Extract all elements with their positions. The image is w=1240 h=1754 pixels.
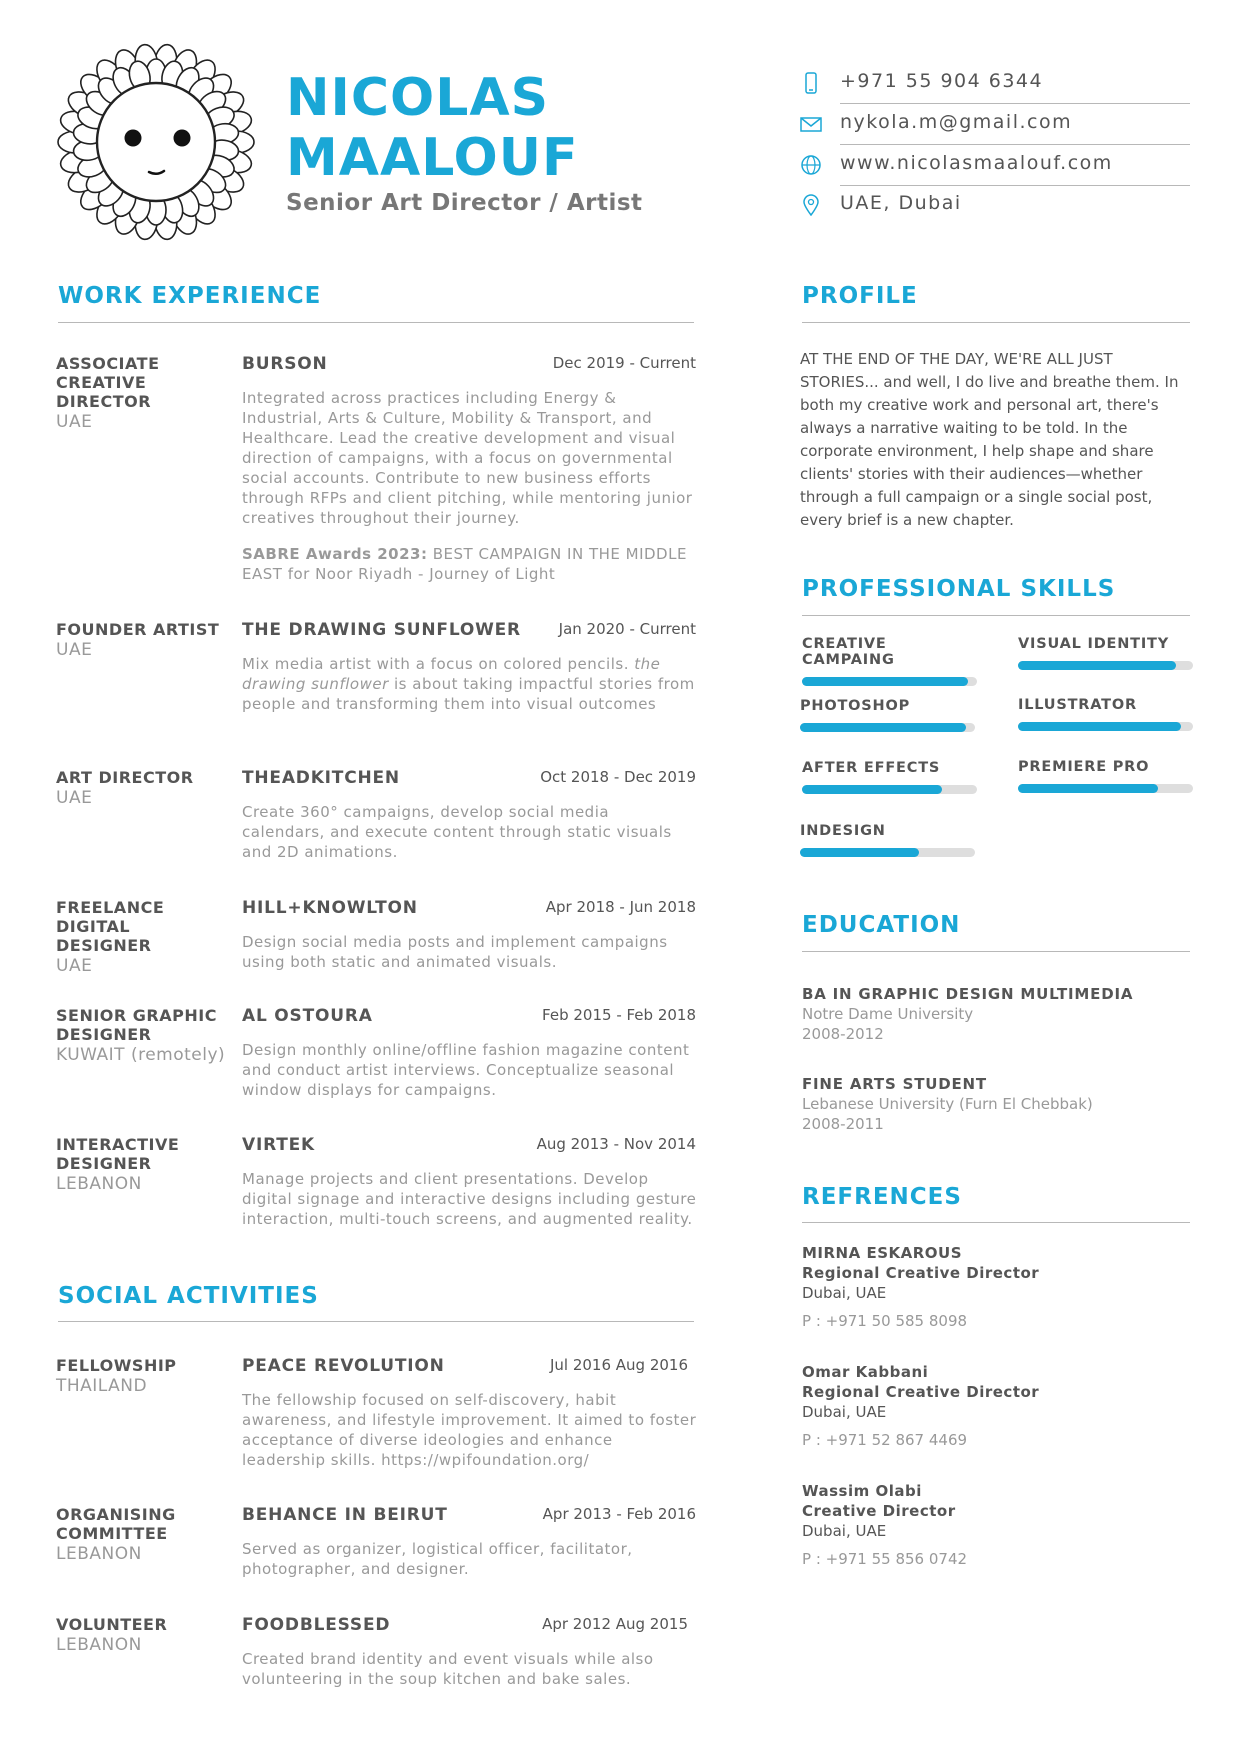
experience-location: UAE [56,956,93,976]
experience-role: ART DIRECTOR UAE [56,768,226,808]
reference-phone: P : +971 52 867 4469 [802,1431,968,1449]
activity-item [56,1615,696,1705]
experience-role: SENIOR GRAPHIC DESIGNER KUWAIT (remotely) [56,1006,226,1065]
divider [58,322,694,323]
skill-bar-fill [1018,784,1158,793]
divider [840,144,1190,145]
experience-date: Dec 2019 - Current [552,354,696,372]
reference-name: Wassim Olabi [802,1482,922,1500]
activity-item [56,1505,696,1595]
experience-company: VIRTEK [242,1135,315,1155]
experience-role: ASSOCIATE CREATIVE DIRECTOR UAE [56,354,226,432]
activity-location: LEBANON [56,1635,142,1655]
skill-item [802,760,977,794]
experience-item [56,1135,696,1245]
skill-bar [802,677,977,686]
activity-role: FELLOWSHIP THAILAND [56,1356,226,1396]
experience-location: UAE [56,412,93,432]
experience-description: Manage projects and client presentations. Develop digital signage and interactive designs including gesture interaction, multi-touch screens, and augmented reality. [242,1170,697,1228]
professional-skills-title: PROFESSIONAL SKILLS [802,576,1116,602]
phone-text: +971 55 904 6344 [840,70,1044,92]
experience-date: Feb 2015 - Feb 2018 [542,1006,696,1024]
experience-date: Aug 2013 - Nov 2014 [536,1135,696,1153]
experience-item [56,354,696,594]
skill-bar [800,723,975,732]
skill-bar-fill [800,723,966,732]
skill-item [1018,697,1193,731]
reference-item [802,1243,1192,1331]
reference-location: Dubai, UAE [802,1522,887,1540]
job-title: Senior Art Director / Artist [286,190,643,216]
experience-item [56,898,696,988]
experience-role: INTERACTIVE DESIGNER LEBANON [56,1135,226,1194]
experience-item [56,1006,696,1116]
skill-name: PHOTOSHOP [800,698,911,714]
skill-item [800,698,975,732]
reference-location: Dubai, UAE [802,1284,887,1302]
skill-bar [1018,784,1193,793]
reference-phone: P : +971 50 585 8098 [802,1312,968,1330]
experience-item [56,620,696,740]
experience-description: Mix media artist with a focus on colored pencils. the drawing sunflower is about taking impactful stories from people and transforming them into visual outcomes [242,655,695,713]
experience-location: UAE [56,640,93,660]
activity-location: THAILAND [56,1376,148,1396]
reference-name: Omar Kabbani [802,1363,929,1381]
skill-bar [800,848,975,857]
skill-bar-fill [802,785,942,794]
contact-phone [800,64,1190,104]
skill-name: ILLUSTRATOR [1018,697,1137,713]
skill-bar-fill [1018,661,1176,670]
experience-date: Apr 2018 - Jun 2018 [545,898,696,916]
reference-title: Creative Director [802,1502,956,1520]
education-school: Lebanese University (Furn El Chebbak) [802,1095,1093,1113]
skill-name: PREMIERE PRO [1018,759,1150,775]
experience-description: Create 360° campaigns, develop social media calendars, and execute content through static visuals and 2D animations. [242,803,672,861]
reference-phone: P : +971 55 856 0742 [802,1550,968,1568]
activity-date: Apr 2013 - Feb 2016 [542,1505,696,1523]
education-school: Notre Dame University [802,1005,974,1023]
divider [802,615,1190,616]
education-item [802,1074,1192,1134]
activity-organization: BEHANCE IN BEIRUT [242,1505,448,1525]
skill-item [800,823,975,857]
reference-title: Regional Creative Director [802,1383,1040,1401]
experience-description: Integrated across practices including Energy & Industrial, Arts & Culture, Mobility & Transport, and Healthcare. Lead the creative development and visual direction of campaigns, with a focus on governmental social accounts. Contribute to new business efforts through RFPs and client pitching, while mentoring junior creatives throughout their journey. [242,389,693,527]
divider [840,103,1190,104]
education-title: EDUCATION [802,912,961,938]
experience-location: UAE [56,788,93,808]
reference-item [802,1481,1192,1569]
activity-date: Apr 2012 Aug 2015 [542,1615,688,1633]
reference-item [802,1362,1192,1450]
location-text: UAE, Dubai [840,192,962,214]
skill-bar [802,785,977,794]
candidate-name [286,68,578,188]
activity-location: LEBANON [56,1544,142,1564]
experience-company: AL OSTOURA [242,1006,373,1026]
activity-organization: PEACE REVOLUTION [242,1356,445,1376]
sunflower-face-icon [56,42,256,242]
education-degree: BA IN GRAPHIC DESIGN MULTIMEDIA [802,985,1134,1003]
experience-company: THEADKITCHEN [242,768,400,788]
skill-bar-fill [1018,722,1181,731]
skill-name: VISUAL IDENTITY [1018,636,1170,652]
contact-email[interactable] [800,105,1190,145]
activity-organization: FOODBLESSED [242,1615,391,1635]
skill-item [802,636,977,686]
experience-date: Oct 2018 - Dec 2019 [540,768,696,786]
profile-text: AT THE END OF THE DAY, WE'RE ALL JUST STORIES... and well, I do live and breathe them. In both my creative work and personal art, there's always a narrative waiting to be told. In the corporate environment, I help shape and share clients' stories with their audiences—whether through a full campaign or a single social post, every brief is a new chapter. [800,350,1179,529]
experience-award: SABRE Awards 2023: BEST CAMPAIGN IN THE MIDDLE EAST for Noor Riyadh - Journey of Light [242,545,687,583]
skill-bar-fill [800,848,919,857]
reference-title: Regional Creative Director [802,1264,1040,1282]
experience-company: THE DRAWING SUNFLOWER [242,620,521,640]
activity-description: Created brand identity and event visuals while also volunteering in the soup kitchen and bake sales. [242,1650,654,1688]
experience-description: Design monthly online/offline fashion magazine content and conduct artist interviews. Conceptualize seasonal window displays for campaigns. [242,1041,690,1099]
experience-location: LEBANON [56,1174,142,1194]
divider [58,1321,694,1322]
education-degree: FINE ARTS STUDENT [802,1075,987,1093]
phone-icon [800,72,822,94]
education-years: 2008-2012 [802,1025,884,1043]
location-pin-icon [800,194,822,216]
skill-item [1018,636,1193,670]
divider [802,951,1190,952]
activity-role: ORGANISING COMMITTEE LEBANON [56,1505,226,1564]
divider [802,322,1190,323]
reference-name: MIRNA ESKAROUS [802,1244,963,1262]
email-text[interactable]: nykola.m@gmail.com [840,111,1073,133]
experience-date: Jan 2020 - Current [558,620,696,638]
reference-location: Dubai, UAE [802,1403,887,1421]
experience-role: FOUNDER ARTIST UAE [56,620,226,660]
education-years: 2008-2011 [802,1115,884,1133]
experience-role: FREELANCE DIGITAL DESIGNER UAE [56,898,226,976]
education-item [802,984,1192,1044]
skill-name: INDESIGN [800,823,886,839]
experience-company: BURSON [242,354,328,374]
skill-bar [1018,722,1193,731]
skill-item [1018,759,1193,793]
skill-bar [1018,661,1193,670]
contact-website[interactable] [800,146,1190,186]
activity-item [56,1356,696,1486]
experience-description: Design social media posts and implement campaigns using both static and animated visuals. [242,933,668,971]
skill-name: AFTER EFFECTS [802,760,941,776]
first-name: NICOLAS [286,68,550,128]
activity-description: Served as organizer, logistical officer, facilitator, photographer, and designer. [242,1540,633,1578]
contact-location [800,186,1190,226]
activity-description: The fellowship focused on self-discovery, habit awareness, and lifestyle improvement. It aimed to foster acceptance of diverse ideologies and enhance leadership skills. https://wpifoundation.org/ [242,1391,697,1469]
references-title: REFRENCES [802,1184,962,1210]
experience-company: HILL+KNOWLTON [242,898,418,918]
social-activities-title: SOCIAL ACTIVITIES [58,1283,319,1309]
activity-date: Jul 2016 Aug 2016 [549,1356,688,1374]
work-experience-title: WORK EXPERIENCE [58,283,322,309]
experience-location: KUWAIT (remotely) [56,1045,226,1065]
profile-title: PROFILE [802,283,918,309]
website-text[interactable]: www.nicolasmaalouf.com [840,152,1113,174]
experience-item [56,768,696,868]
divider [802,1222,1190,1223]
activity-role: VOLUNTEER LEBANON [56,1615,226,1655]
globe-icon [800,154,822,176]
last-name: MAALOUF [286,128,579,188]
mail-icon [800,113,822,135]
skill-name: CREATIVE CAMPAING [802,636,895,668]
skill-bar-fill [802,677,968,686]
